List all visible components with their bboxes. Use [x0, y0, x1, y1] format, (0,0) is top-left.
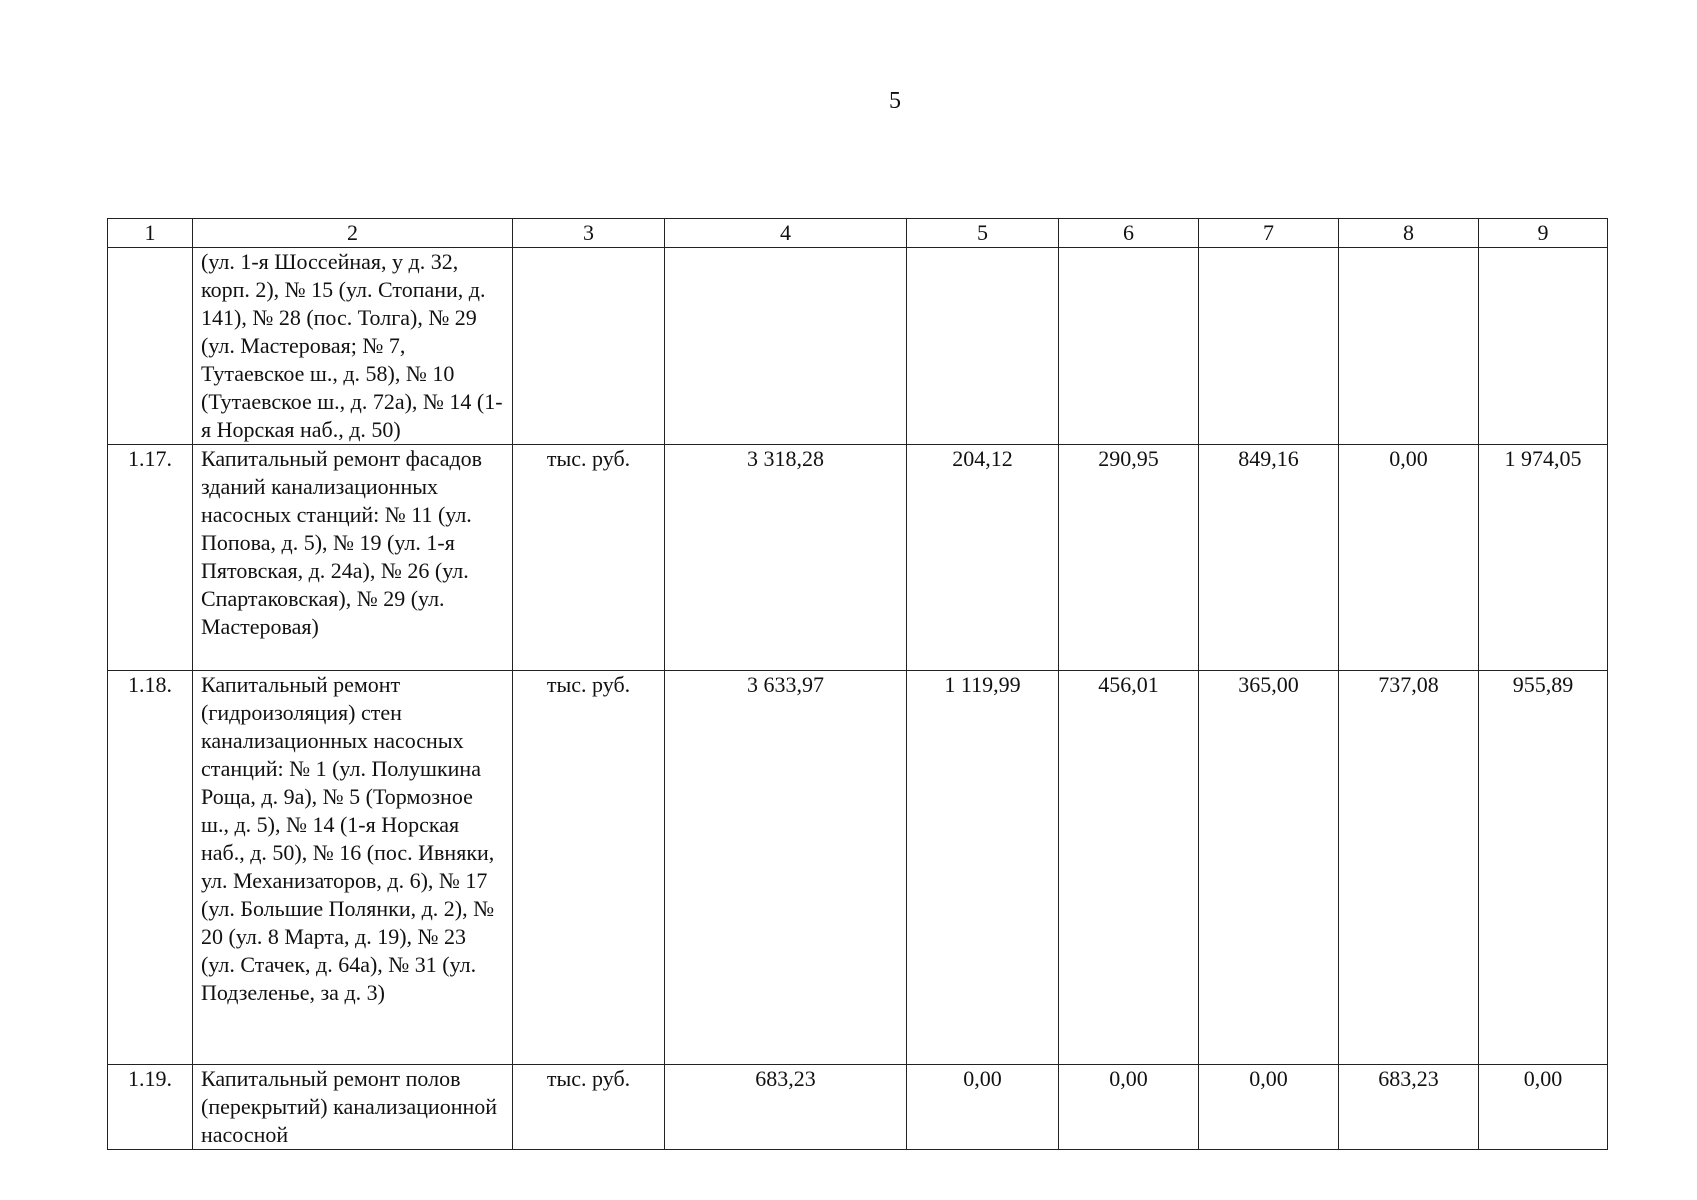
- row-number: 1.17.: [108, 445, 193, 671]
- row-value-col7: 849,16: [1199, 445, 1339, 671]
- row-description: (ул. 1-я Шоссейная, у д. 32, корп. 2), № 15 (ул. Стопани, д. 141), № 28 (пос. Толга), № 29 (ул. Мастеровая; № 7, Тутаевское ш., д. 58), № 10 (Тутаевское ш., д. 72а), № 14 (1-я Норская наб., д. 50): [193, 248, 513, 445]
- row-value-col6: 0,00: [1059, 1065, 1199, 1150]
- col-header-6: 6: [1059, 219, 1199, 248]
- row-number: 1.18.: [108, 671, 193, 1065]
- row-unit: тыс. руб.: [513, 445, 665, 671]
- row-value-col7: [1199, 248, 1339, 445]
- row-value-col9: 1 974,05: [1479, 445, 1608, 671]
- row-value-total: 683,23: [665, 1065, 907, 1150]
- col-header-3: 3: [513, 219, 665, 248]
- col-header-1: 1: [108, 219, 193, 248]
- row-value-col5: 204,12: [907, 445, 1059, 671]
- row-unit: [513, 248, 665, 445]
- row-value-col7: 0,00: [1199, 1065, 1339, 1150]
- table-row: [108, 248, 1608, 445]
- row-value-col8: 683,23: [1339, 1065, 1479, 1150]
- works-table: [107, 218, 1608, 1150]
- col-header-9: 9: [1479, 219, 1608, 248]
- row-value-col8: 737,08: [1339, 671, 1479, 1065]
- table-header-row: [108, 219, 1608, 248]
- row-value-col8: [1339, 248, 1479, 445]
- row-value-total: 3 633,97: [665, 671, 907, 1065]
- col-header-4: 4: [665, 219, 907, 248]
- row-description: Капитальный ремонт (гидроизоляция) стен канализационных насосных станций: № 1 (ул. Полушкина Роща, д. 9а), № 5 (Тормозное ш., д. 5), № 14 (1-я Норская наб., д. 50), № 16 (пос. Ивняки, ул. Механизаторов, д. 6), № 17 (ул. Большие Полянки, д. 2), № 20 (ул. 8 Марта, д. 19), № 23 (ул. Стачек, д. 64а), № 31 (ул. Подзеленье, за д. 3): [193, 671, 513, 1065]
- row-description: Капитальный ремонт полов (перекрытий) канализационной насосной: [193, 1065, 513, 1150]
- row-value-total: 3 318,28: [665, 445, 907, 671]
- row-number: [108, 248, 193, 445]
- page-number: 5: [889, 88, 901, 114]
- row-value-col5: 0,00: [907, 1065, 1059, 1150]
- row-value-col9: [1479, 248, 1608, 445]
- table-row: [108, 671, 1608, 1065]
- row-value-col9: 0,00: [1479, 1065, 1608, 1150]
- table-row: [108, 445, 1608, 671]
- row-value-col6: [1059, 248, 1199, 445]
- table-row: [108, 1065, 1608, 1150]
- row-unit: тыс. руб.: [513, 671, 665, 1065]
- row-value-col6: 456,01: [1059, 671, 1199, 1065]
- row-value-col9: 955,89: [1479, 671, 1608, 1065]
- row-value-col8: 0,00: [1339, 445, 1479, 671]
- col-header-2: 2: [193, 219, 513, 248]
- row-number: 1.19.: [108, 1065, 193, 1150]
- row-value-col5: [907, 248, 1059, 445]
- col-header-7: 7: [1199, 219, 1339, 248]
- col-header-5: 5: [907, 219, 1059, 248]
- row-value-col7: 365,00: [1199, 671, 1339, 1065]
- row-value-col5: 1 119,99: [907, 671, 1059, 1065]
- row-value-col6: 290,95: [1059, 445, 1199, 671]
- col-header-8: 8: [1339, 219, 1479, 248]
- row-unit: тыс. руб.: [513, 1065, 665, 1150]
- row-description: Капитальный ремонт фасадов зданий канализационных насосных станций: № 11 (ул. Попова, д. 5), № 19 (ул. 1-я Пятовская, д. 24а), № 26 (ул. Спартаковская), № 29 (ул. Мастеровая): [193, 445, 513, 671]
- row-value-total: [665, 248, 907, 445]
